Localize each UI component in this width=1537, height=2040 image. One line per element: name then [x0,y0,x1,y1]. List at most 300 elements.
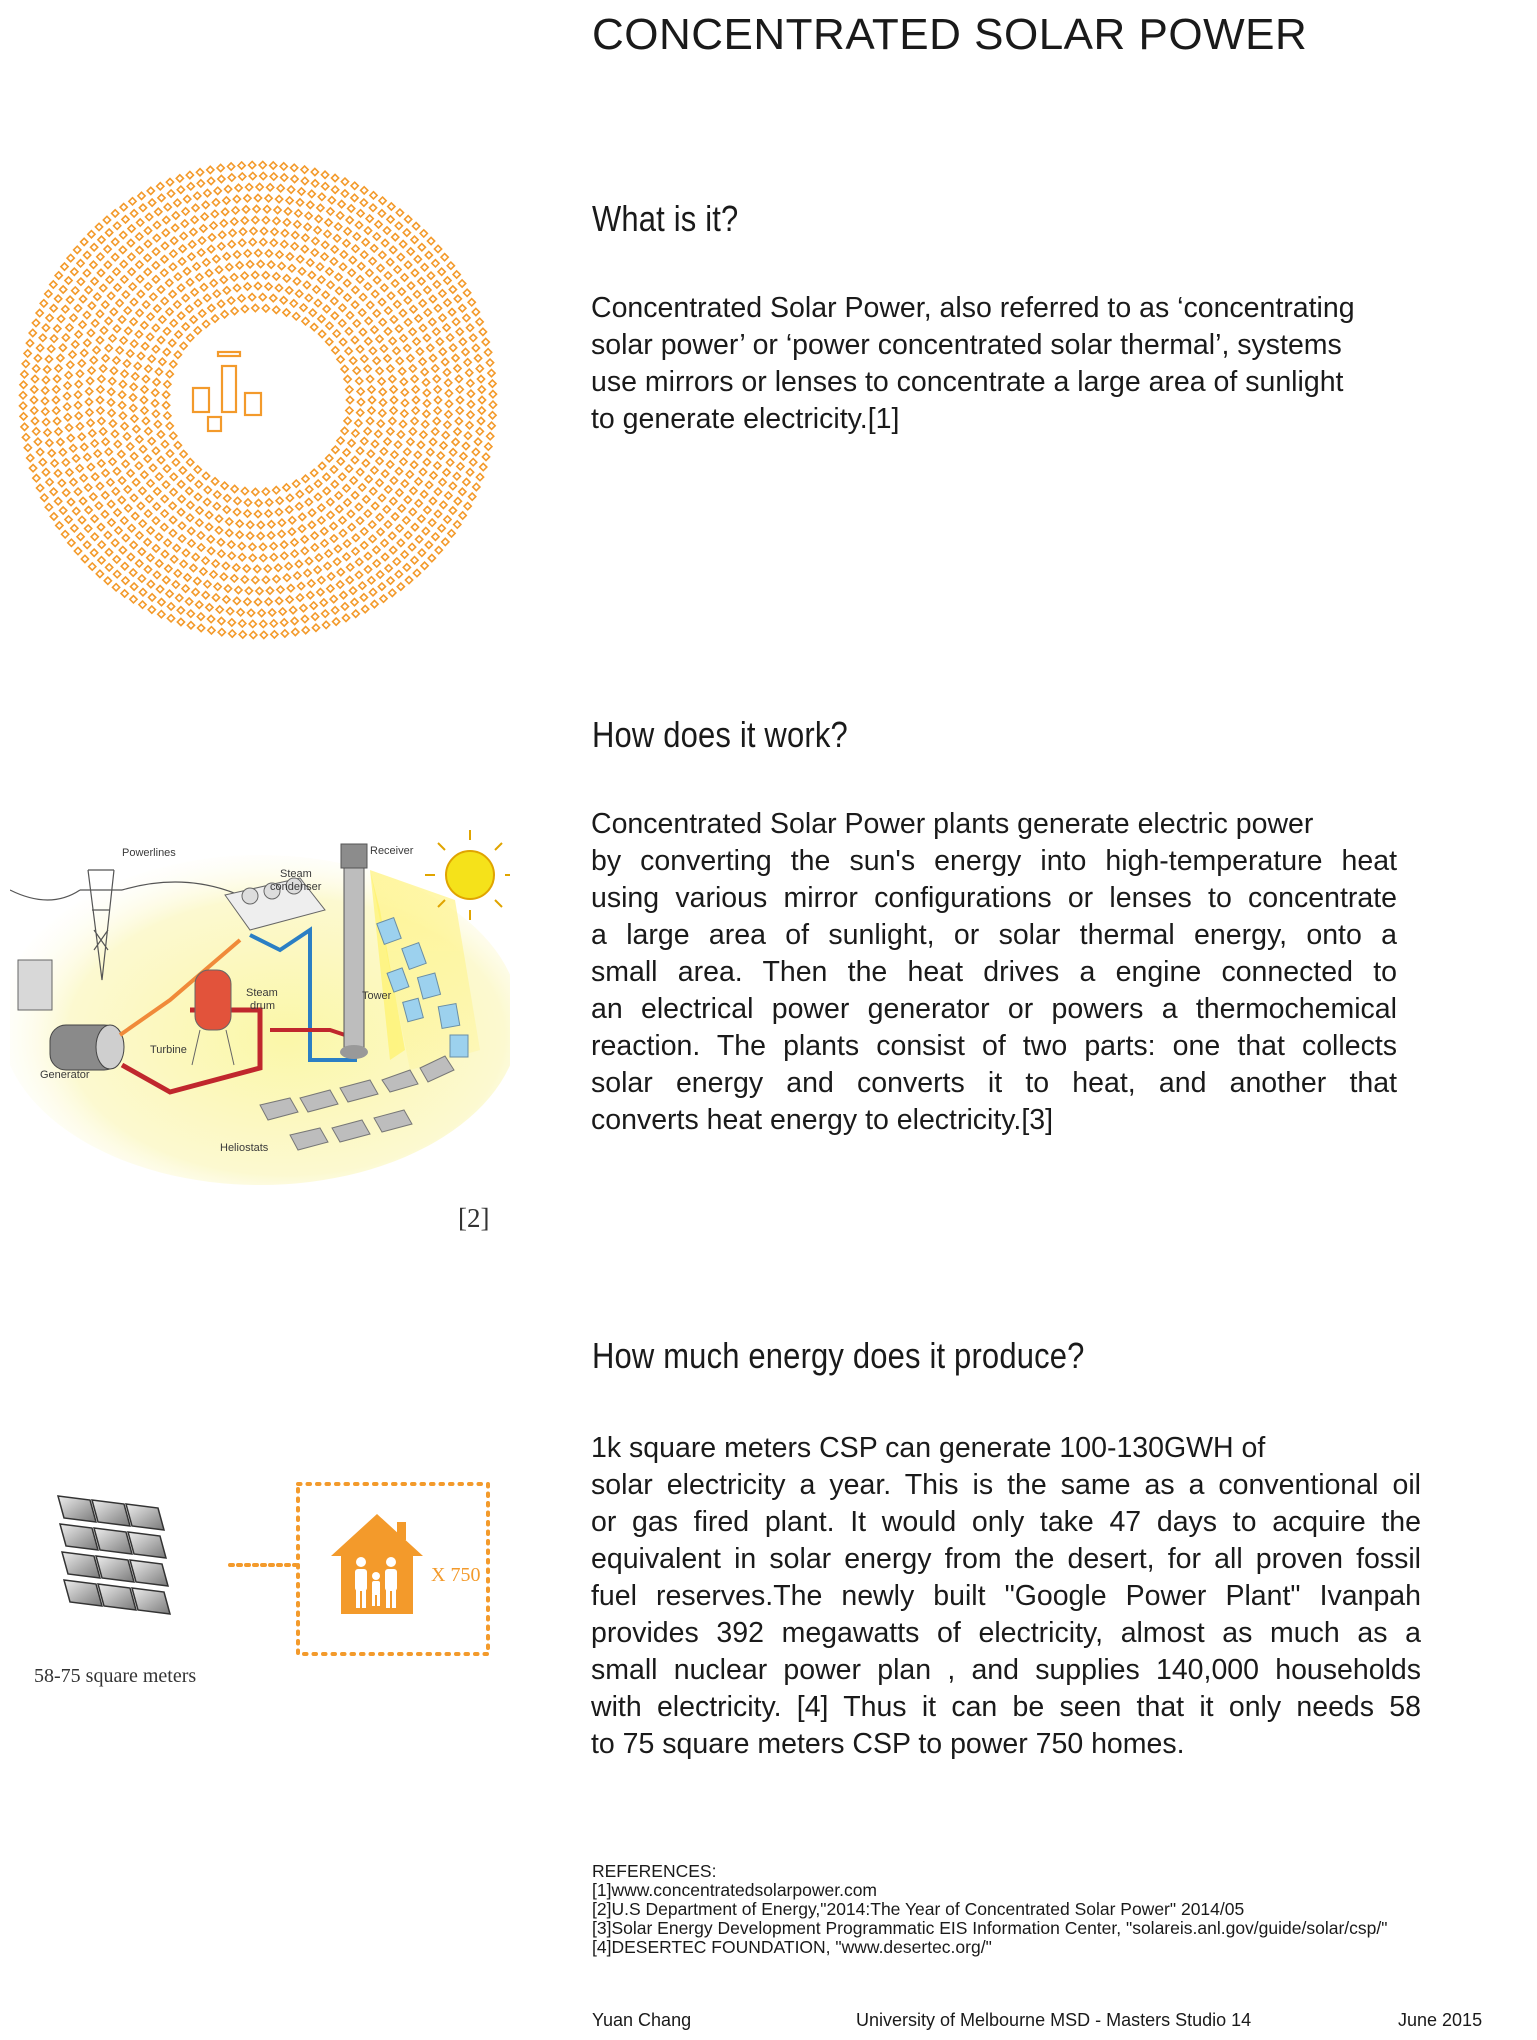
heliostat-mark [291,550,298,557]
heliostat-mark [365,475,372,482]
heliostat-mark [45,504,52,511]
heliostat-mark [127,470,134,477]
heliostat-mark [249,554,256,561]
heliostat-mark [304,569,311,576]
heliostat-mark [178,495,185,502]
heliostat-mark [346,312,353,319]
heliostat-mark [241,272,248,279]
heliostat-mark [318,517,325,524]
heliostat-mark [197,532,204,539]
heliostat-mark [44,429,51,436]
text-line: use mirrors or lenses to concentrate a large area of sunlight [591,366,1344,398]
heliostat-mark [337,356,344,363]
heading-how-does-it-work: How does it work? [592,714,848,755]
heliostat-mark [394,266,401,273]
heliostat-mark [212,594,219,601]
heliostat-mark [205,523,212,530]
heliostat-mark [293,480,300,487]
heliostat-mark [286,506,293,513]
heliostat-mark [114,441,121,448]
heliostat-mark [335,223,342,230]
heliostat-mark [243,565,250,572]
heliostat-mark [416,348,423,355]
heliostat-mark [477,417,484,424]
heliostat-mark [218,175,225,182]
heliostat-mark [190,316,197,323]
heliostat-mark [125,327,132,334]
heliostat-mark [333,618,340,625]
solar-panel [96,1556,134,1582]
heliostat-mark [397,539,404,546]
heliostat-mark [123,360,130,367]
heliostat-mark [119,381,126,388]
heliostat-mark [459,512,466,519]
heliostat-mark [113,357,120,364]
heliostat-mark [246,261,253,268]
heliostat-mark [152,517,159,524]
heliostat-mark [152,324,159,331]
heliostat-mark [91,440,98,447]
heliostat-mark [57,354,64,361]
heliostat-mark [96,483,103,490]
heliostat-mark [231,274,238,281]
heliostat-mark [334,558,341,565]
solar-panel [128,1532,166,1558]
heliostat-mark [112,238,119,245]
heliostat-mark [33,475,40,482]
heliostat-mark [302,475,309,482]
heliostat-mark [54,325,61,332]
heliostat-mark [235,586,242,593]
heliostat-mark [281,241,288,248]
label-steam-condenser-1: Steam [280,868,312,880]
heliostat-mark [368,386,375,393]
heliostat-mark [319,462,326,469]
heliostat-mark [24,444,31,451]
heliostat-mark [233,196,240,203]
heliostat-mark [336,505,343,512]
heliostat-mark [367,301,374,308]
heliostat-mark [418,244,425,251]
heliostat-mark [340,251,347,258]
heliostat-mark [130,583,137,590]
heliostat-mark [237,609,244,616]
heliostat-mark [181,220,188,227]
heliostat-mark [342,614,349,621]
heliostat-mark [433,375,440,382]
heliostat-mark [356,377,363,384]
heliostat-mark [95,223,102,230]
heliostat-mark [84,541,91,548]
heliostat-mark [395,571,402,578]
heliostat-mark [263,206,270,213]
heliostat-mark [148,438,155,445]
heliostat-mark [348,269,355,276]
heliostat-mark [280,163,287,170]
heliostat-mark [268,261,275,268]
heliostat-mark [361,187,368,194]
heliostat-mark [437,452,444,459]
heliostat-mark [152,248,159,255]
heliostat-mark [72,287,79,294]
heliostat-mark [228,297,235,304]
heliostat-mark [466,422,473,429]
heliostat-mark [74,547,81,554]
heliostat-mark [118,477,125,484]
heliostat-mark [348,440,355,447]
text-line: solar electricity a year. This is the same as a conventional oil [591,1469,1421,1501]
heliostat-mark [182,294,189,301]
heliostat-mark [98,375,105,382]
heliostat-mark [128,225,135,232]
heliostat-mark [138,575,145,582]
heliostat-mark [383,506,390,513]
heliostat-mark [236,531,243,538]
heliostat-mark [206,604,213,611]
heliostat-mark [322,241,329,248]
heliostat-mark [74,402,81,409]
heliostat-mark [62,306,69,313]
heliostat-mark [350,477,357,484]
heliostat-mark [169,263,176,270]
heliostat-mark [397,431,404,438]
heliostat-mark [104,261,111,268]
heliostat-mark [464,289,471,296]
heliostat-mark [454,521,461,528]
heliostat-mark [359,582,366,589]
diagram-citation: [2] [458,1203,490,1233]
heliostat-mark [423,389,430,396]
heliostat-mark [375,430,382,437]
heliostat-mark [95,502,102,509]
heliostat-mark [31,417,38,424]
heliostat-mark [345,347,352,354]
heliostat-mark [121,563,128,570]
heliostat-mark [268,521,275,528]
heliostat-mark [174,442,181,449]
heliostat-mark [280,297,287,304]
heliostat-mark [110,367,117,374]
heliostat-mark [360,594,367,601]
heliostat-mark [325,219,332,226]
heliostat-mark [448,309,455,316]
heliostat-mark [270,620,277,627]
heliostat-mark [133,425,140,432]
heliostat-mark [61,263,68,270]
heliostat-mark [376,479,383,486]
heliostat-mark [439,290,446,297]
heliostat-mark [228,174,235,181]
heliostat-mark [457,463,464,470]
heliostat-mark [178,535,185,542]
heliostat-mark [396,489,403,496]
heliostat-mark [286,596,293,603]
heliostat-mark [405,216,412,223]
heliostat-mark [153,571,160,578]
heliostat-mark [200,225,207,232]
heliostat-mark [327,498,334,505]
heliostat-mark [212,199,219,206]
heliostat-mark [108,519,115,526]
heliostat-mark [472,344,479,351]
heliostat-mark [260,620,267,627]
heliostat-mark [380,345,387,352]
heliostat-mark [389,375,396,382]
heliostat-mark [91,278,98,285]
heliostat-mark [244,250,251,257]
text-line: small nuclear power plan , and supplies 140,000 households [591,1654,1421,1686]
heliostat-mark [473,483,480,490]
heliostat-mark [297,256,304,263]
heliostat-mark [331,297,338,304]
heliostat-mark [346,216,353,223]
heliostat-mark [257,521,264,528]
heliostat-mark [379,319,386,326]
heliostat-mark [78,360,85,367]
heliostat-mark [289,606,296,613]
heliostat-mark [427,448,434,455]
heliostat-mark [347,564,354,571]
heliostat-mark [466,369,473,376]
heliostat-mark [327,208,334,215]
heliostat-mark [166,450,173,457]
heliostat-mark [213,503,220,510]
area-label: 58-75 square meters [34,1665,197,1687]
heliostat-mark [422,379,429,386]
heliostat-mark [372,290,379,297]
heliostat-mark [239,173,246,180]
solar-panel [64,1580,102,1606]
heliostat-mark [419,468,426,475]
heliostat-mark [292,628,299,635]
heliostat-mark [324,230,331,237]
text-line: an electrical power generator or powers a thermochemical [591,993,1397,1025]
text-line: small area. Then the heat drives a engine connected to [591,956,1397,988]
heliostat-mark [404,448,411,455]
heliostat-mark [76,465,83,472]
heliostat-mark [40,300,47,307]
heliostat-mark [350,357,357,364]
heliostat-mark [220,220,227,227]
heliostat-mark [421,491,428,498]
heliostat-mark [260,238,267,245]
heliostat-mark [384,355,391,362]
heliostat-mark [432,365,439,372]
label-receiver: Receiver [370,845,414,857]
central-tower-icon [193,352,261,431]
heliostat-mark [456,386,463,393]
heliostat-mark [87,329,94,336]
heliostat-mark [145,510,152,517]
heliostat-mark [401,399,408,406]
heliostat-mark [110,308,117,315]
heliostat-mark [341,190,348,197]
heliostat-mark [344,499,351,506]
heliostat-mark [114,284,121,291]
heliostat-mark [69,351,76,358]
heliostat-mark [106,564,113,571]
heliostat-mark [71,268,78,275]
heliostat-mark [449,286,456,293]
heliostat-mark [53,386,60,393]
heliostat-mark [214,491,221,498]
heliostat-mark [270,173,277,180]
heliostat-mark [365,338,372,345]
heliostat-mark [50,335,57,342]
heliostat-mark [387,428,394,435]
heliostat-mark [118,496,125,503]
heliostat-mark [249,620,256,627]
heliostat-mark [104,577,111,584]
heliostat-mark [341,427,348,434]
heliostat-mark [74,246,81,253]
heliostat-mark [343,240,350,247]
heliostat-mark [205,270,212,277]
heliostat-mark [459,338,466,345]
dotted-connector [228,1560,298,1570]
heliostat-mark [387,216,394,223]
heliostat-mark [281,230,288,237]
heliostat-mark [153,234,160,241]
heliostat-mark [76,370,83,377]
heliostat-mark [361,355,368,362]
heliostat-mark [228,163,235,170]
heliostat-mark [480,463,487,470]
heliostat-mark [19,402,26,409]
heliostat-mark [336,287,343,294]
heliostat-mark [115,527,122,534]
heliostat-mark [144,455,151,462]
heliostat-mark [94,293,101,300]
heliostat-mark [132,513,139,520]
heliostat-mark [198,544,205,551]
heliostat-mark [452,438,459,445]
heliostat-mark [236,262,243,269]
heliostat-mark [468,299,475,306]
heliostat-mark [129,198,136,205]
heliostat-mark [29,329,36,336]
heliostat-mark [87,419,94,426]
heliostat-mark [445,411,452,418]
heliostat-mark [265,195,272,202]
heliostat-mark [344,294,351,301]
heliostat-mark [345,465,352,472]
heliostat-mark [301,245,308,252]
heliostat-mark [254,194,261,201]
heliostat-mark [395,325,402,332]
heliostat-mark [154,421,161,428]
heliostat-mark [33,428,40,435]
heliostat-mark [159,316,166,323]
heliostat-mark [307,201,314,208]
heliostat-mark [186,514,193,521]
heliostat-mark [215,266,222,273]
heliostat-mark [131,453,138,460]
heliostat-mark [163,402,170,409]
heliostat-mark [116,299,123,306]
heliostat-mark [355,503,362,510]
heliostat-mark [404,297,411,304]
heliostat-mark [46,314,53,321]
text-line: using various mirror configurations or lenses to concentrate [591,882,1397,914]
heliostat-mark [320,599,327,606]
heliostat-mark [418,549,425,556]
heliostat-mark [94,450,101,457]
heliostat-mark [79,321,86,328]
heliostat-mark [81,238,88,245]
solar-panel [126,1504,164,1530]
heliostat-mark [163,576,170,583]
heliostat-mark [311,249,318,256]
heliostat-mark [334,545,341,552]
heliostat-mark [440,501,447,508]
heliostat-mark [371,440,378,447]
heliostat-mark [137,290,144,297]
heliostat-mark [192,589,199,596]
heliostat-mark [359,294,366,301]
heliostat-mark [169,291,176,298]
heliostat-mark [48,450,55,457]
heliostat-mark [249,294,256,301]
heliostat-mark [404,496,411,503]
heliostat-mark [370,488,377,495]
heliostat-mark [423,410,430,417]
heliostat-mark [198,249,205,256]
heliostat-mark [152,276,159,283]
text-line: reaction. The plants consist of two parts: one that collects [591,1030,1397,1062]
heliostat-mark [339,263,346,270]
heliostat-mark [196,274,203,281]
heliostat-mark [162,229,169,236]
heliostat-mark [174,570,181,577]
heliostat-mark [122,577,129,584]
heliostat-mark [213,255,220,262]
heliostat-mark [202,592,209,599]
heliostat-mark [265,598,272,605]
heliostat-mark [291,243,298,250]
heliostat-mark [279,608,286,615]
heliostat-mark [97,407,104,414]
heliostat-mark [159,358,166,365]
heliostat-mark [311,469,318,476]
heading-how-much-energy: How much energy does it produce? [592,1335,1085,1376]
heliostat-mark [106,229,113,236]
heliostat-mark [233,284,240,291]
heliostat-mark [270,543,277,550]
heliostat-mark [379,251,386,258]
heliostat-mark [274,206,281,213]
heliostat-mark [255,249,262,256]
heliostat-mark [409,508,416,515]
heliostat-mark [407,282,414,289]
heliostat-mark [186,305,193,312]
heliostat-mark [67,254,74,261]
heliostat-mark [218,617,225,624]
heliostat-mark [396,357,403,364]
heliostat-mark [37,344,44,351]
heliostat-mark [157,456,164,463]
heliostat-mark [377,528,384,535]
heliostat-mark [298,188,305,195]
heliostat-mark [277,185,284,192]
heliostat-mark [161,524,168,531]
reference-item: [4]DESERTEC FOUNDATION, "www.desertec.org/" [592,1937,992,1957]
heliostat-mark [112,488,119,495]
heliostat-mark [147,480,154,487]
solar-panel [58,1496,96,1522]
heliostat-mark [244,195,251,202]
heliostat-mark [62,531,69,538]
